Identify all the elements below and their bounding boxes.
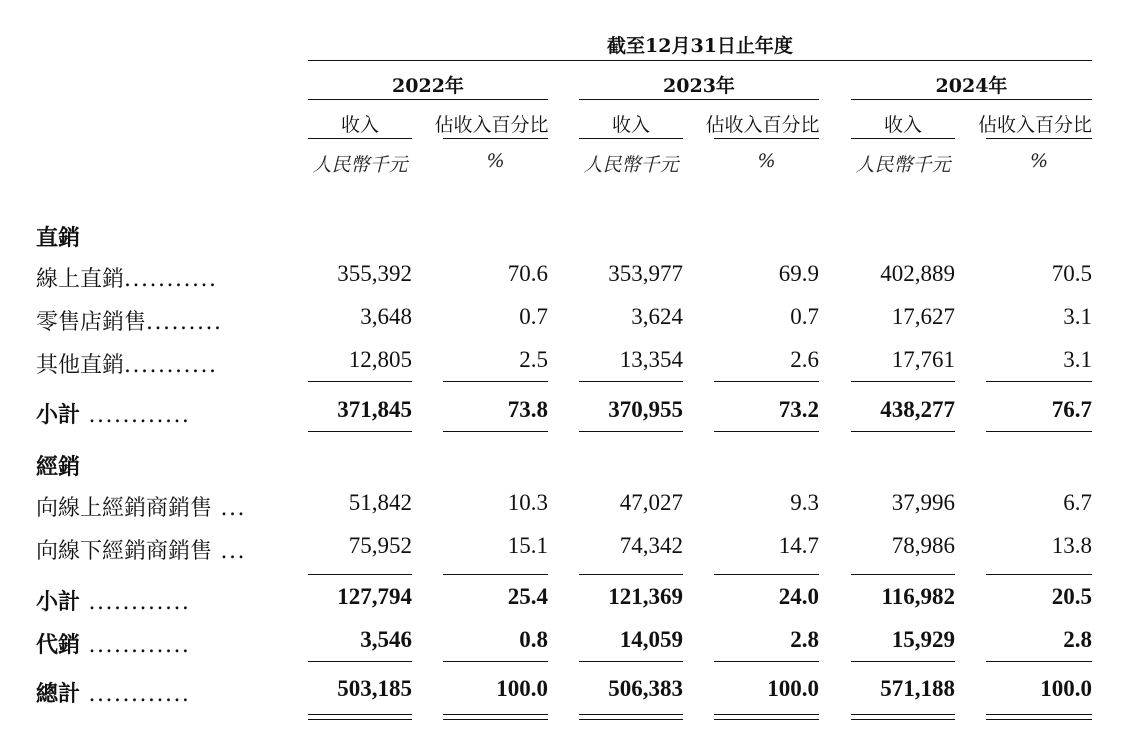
sum-rule-b6 xyxy=(986,574,1092,575)
sum-rule-b5 xyxy=(851,574,955,575)
leader-dots: ........... xyxy=(124,267,218,292)
leader-dots: ............ xyxy=(80,590,191,615)
cell-consignment-5: 2.8 xyxy=(1063,627,1092,652)
cell-other-direct-2: 13,354 xyxy=(619,347,683,372)
row-label-text: 線上直銷 xyxy=(36,267,125,292)
total-rule-4 xyxy=(714,661,819,662)
total-rule-5 xyxy=(851,661,955,662)
cell-subtotal-distribution-0: 127,794 xyxy=(337,584,412,609)
cell-total-4: 571,188 xyxy=(880,676,955,701)
year-2023: 2023年 xyxy=(663,75,735,97)
pct-header-2023: 佔收入百分比 xyxy=(705,114,820,136)
cell-consignment-1: 0.8 xyxy=(519,627,548,652)
cell-other-direct-4: 17,761 xyxy=(891,347,955,372)
row-label-online-distributor xyxy=(36,491,246,522)
sub-rule-a2 xyxy=(443,431,548,432)
leader-dots: ............ xyxy=(80,633,191,658)
section-direct: 直銷 xyxy=(36,225,81,251)
sum-rule-a3 xyxy=(579,381,683,382)
cell-other-direct-5: 3.1 xyxy=(1063,347,1092,372)
cell-online-direct-3: 69.9 xyxy=(778,261,819,286)
year-2022: 2022年 xyxy=(392,75,464,97)
sum-rule-b3 xyxy=(579,574,683,575)
row-label-text: 向線上經銷商銷售 xyxy=(36,496,213,521)
cell-online-distributor-2: 47,027 xyxy=(619,490,683,515)
cell-online-distributor-5: 6.7 xyxy=(1063,490,1092,515)
cell-subtotal-direct-3: 73.2 xyxy=(778,397,819,422)
section-distribution: 經銷 xyxy=(36,454,81,480)
total-rule-6 xyxy=(986,661,1092,662)
cell-subtotal-direct-4: 438,277 xyxy=(880,397,955,422)
cell-total-1: 100.0 xyxy=(496,676,548,701)
pct-rule-2023 xyxy=(714,138,819,139)
pct-header-2022: 佔收入百分比 xyxy=(434,114,549,136)
unit-rmb-2023: 人民幣千元 xyxy=(583,154,679,176)
cell-subtotal-distribution-2: 121,369 xyxy=(608,584,683,609)
total-rule-1 xyxy=(308,661,412,662)
row-label-online-direct xyxy=(36,262,217,293)
sum-rule-a2 xyxy=(443,381,548,382)
double-rule-6 xyxy=(986,714,1092,720)
cell-retail-store-3: 0.7 xyxy=(790,304,819,329)
cell-retail-store-2: 3,624 xyxy=(631,304,683,329)
cell-retail-store-4: 17,627 xyxy=(891,304,955,329)
row-label-text: 零售店銷售 xyxy=(36,310,147,335)
cell-subtotal-direct-1: 73.8 xyxy=(507,397,548,422)
cell-online-direct-5: 70.5 xyxy=(1051,261,1092,286)
sub-rule-a5 xyxy=(851,431,955,432)
cell-offline-distributor-4: 78,986 xyxy=(891,533,955,558)
year-rule-2023 xyxy=(579,99,819,100)
sub-rule-a3 xyxy=(579,431,683,432)
row-label-other-direct xyxy=(36,348,217,379)
cell-subtotal-direct-2: 370,955 xyxy=(608,397,683,422)
cell-offline-distributor-1: 15.1 xyxy=(507,533,548,558)
revenue-header-2022: 收入 xyxy=(340,114,379,136)
cell-online-distributor-1: 10.3 xyxy=(507,490,548,515)
cell-subtotal-distribution-3: 24.0 xyxy=(778,584,819,609)
revenue-header-2024: 收入 xyxy=(883,114,922,136)
sub-rule-a6 xyxy=(986,431,1092,432)
leader-dots: ......... xyxy=(146,310,223,335)
unit-pct-2024: % xyxy=(1029,150,1049,172)
pct-header-2024: 佔收入百分比 xyxy=(977,114,1092,136)
row-label-total xyxy=(36,677,190,708)
cell-offline-distributor-2: 74,342 xyxy=(619,533,683,558)
cell-other-direct-1: 2.5 xyxy=(519,347,548,372)
row-label-subtotal-distribution xyxy=(36,585,190,616)
row-label-text: 代銷 xyxy=(36,632,81,658)
cell-consignment-2: 14,059 xyxy=(619,627,683,652)
period-header: 截至12月31日止年度 xyxy=(607,35,793,57)
year-rule-2022 xyxy=(308,99,548,100)
cell-subtotal-direct-0: 371,845 xyxy=(337,397,412,422)
double-rule-3 xyxy=(579,714,683,720)
total-rule-2 xyxy=(443,661,548,662)
leader-dots: ........... xyxy=(124,353,218,378)
unit-rmb-2024: 人民幣千元 xyxy=(855,154,951,176)
double-rule-5 xyxy=(851,714,955,720)
rev-rule-2023 xyxy=(579,138,683,139)
unit-pct-2022: % xyxy=(486,150,505,172)
sum-rule-a5 xyxy=(851,381,955,382)
leader-dots: ... xyxy=(212,496,246,521)
total-rule-3 xyxy=(579,661,683,662)
double-rule-4 xyxy=(714,714,819,720)
cell-retail-store-5: 3.1 xyxy=(1063,304,1092,329)
cell-online-distributor-0: 51,842 xyxy=(348,490,412,515)
row-label-consignment xyxy=(36,628,190,659)
leader-dots: ............ xyxy=(80,403,191,428)
sum-rule-b1 xyxy=(308,574,412,575)
row-label-offline-distributor xyxy=(36,534,246,565)
rev-rule-2022 xyxy=(308,138,412,139)
cell-offline-distributor-0: 75,952 xyxy=(348,533,412,558)
cell-consignment-4: 15,929 xyxy=(891,627,955,652)
sub-rule-a4 xyxy=(714,431,819,432)
leader-dots: ............ xyxy=(80,682,191,707)
cell-offline-distributor-5: 13.8 xyxy=(1051,533,1092,558)
rev-rule-2024 xyxy=(851,138,955,139)
double-rule-2 xyxy=(443,714,548,720)
cell-other-direct-3: 2.6 xyxy=(790,347,819,372)
sum-rule-a4 xyxy=(714,381,819,382)
unit-rmb-2022: 人民幣千元 xyxy=(312,154,408,176)
cell-subtotal-distribution-5: 20.5 xyxy=(1051,584,1092,609)
row-label-retail-store xyxy=(36,305,222,336)
cell-total-3: 100.0 xyxy=(767,676,819,701)
cell-retail-store-1: 0.7 xyxy=(519,304,548,329)
cell-other-direct-0: 12,805 xyxy=(348,347,412,372)
sum-rule-b4 xyxy=(714,574,819,575)
cell-offline-distributor-3: 14.7 xyxy=(778,533,819,558)
row-label-text: 總計 xyxy=(36,681,81,707)
cell-total-2: 506,383 xyxy=(608,676,683,701)
row-label-text: 向線下經銷商銷售 xyxy=(36,539,213,564)
cell-online-direct-2: 353,977 xyxy=(608,261,683,286)
year-rule-2024 xyxy=(851,99,1092,100)
revenue-header-2023: 收入 xyxy=(611,114,650,136)
cell-online-direct-0: 355,392 xyxy=(337,261,412,286)
cell-online-distributor-3: 9.3 xyxy=(790,490,819,515)
cell-consignment-3: 2.8 xyxy=(790,627,819,652)
row-label-subtotal-direct xyxy=(36,398,190,429)
leader-dots: ... xyxy=(212,539,246,564)
sum-rule-a1 xyxy=(308,381,412,382)
cell-subtotal-direct-5: 76.7 xyxy=(1051,397,1092,422)
cell-subtotal-distribution-4: 116,982 xyxy=(881,584,955,609)
cell-online-distributor-4: 37,996 xyxy=(891,490,955,515)
row-label-text: 小計 xyxy=(36,589,81,615)
cell-subtotal-distribution-1: 25.4 xyxy=(507,584,548,609)
cell-total-0: 503,185 xyxy=(337,676,412,701)
pct-rule-2022 xyxy=(443,138,548,139)
row-label-text: 其他直銷 xyxy=(36,353,125,378)
period-rule xyxy=(308,60,1092,61)
year-2024: 2024年 xyxy=(935,75,1008,97)
cell-retail-store-0: 3,648 xyxy=(360,304,412,329)
cell-total-5: 100.0 xyxy=(1040,676,1092,701)
cell-online-direct-1: 70.6 xyxy=(507,261,548,286)
cell-online-direct-4: 402,889 xyxy=(880,261,955,286)
cell-consignment-0: 3,546 xyxy=(360,627,412,652)
sub-rule-a1 xyxy=(308,431,412,432)
sum-rule-a6 xyxy=(986,381,1092,382)
sum-rule-b2 xyxy=(443,574,548,575)
unit-pct-2023: % xyxy=(757,150,776,172)
double-rule-1 xyxy=(308,714,412,720)
pct-rule-2024 xyxy=(986,138,1092,139)
row-label-text: 小計 xyxy=(36,402,81,428)
